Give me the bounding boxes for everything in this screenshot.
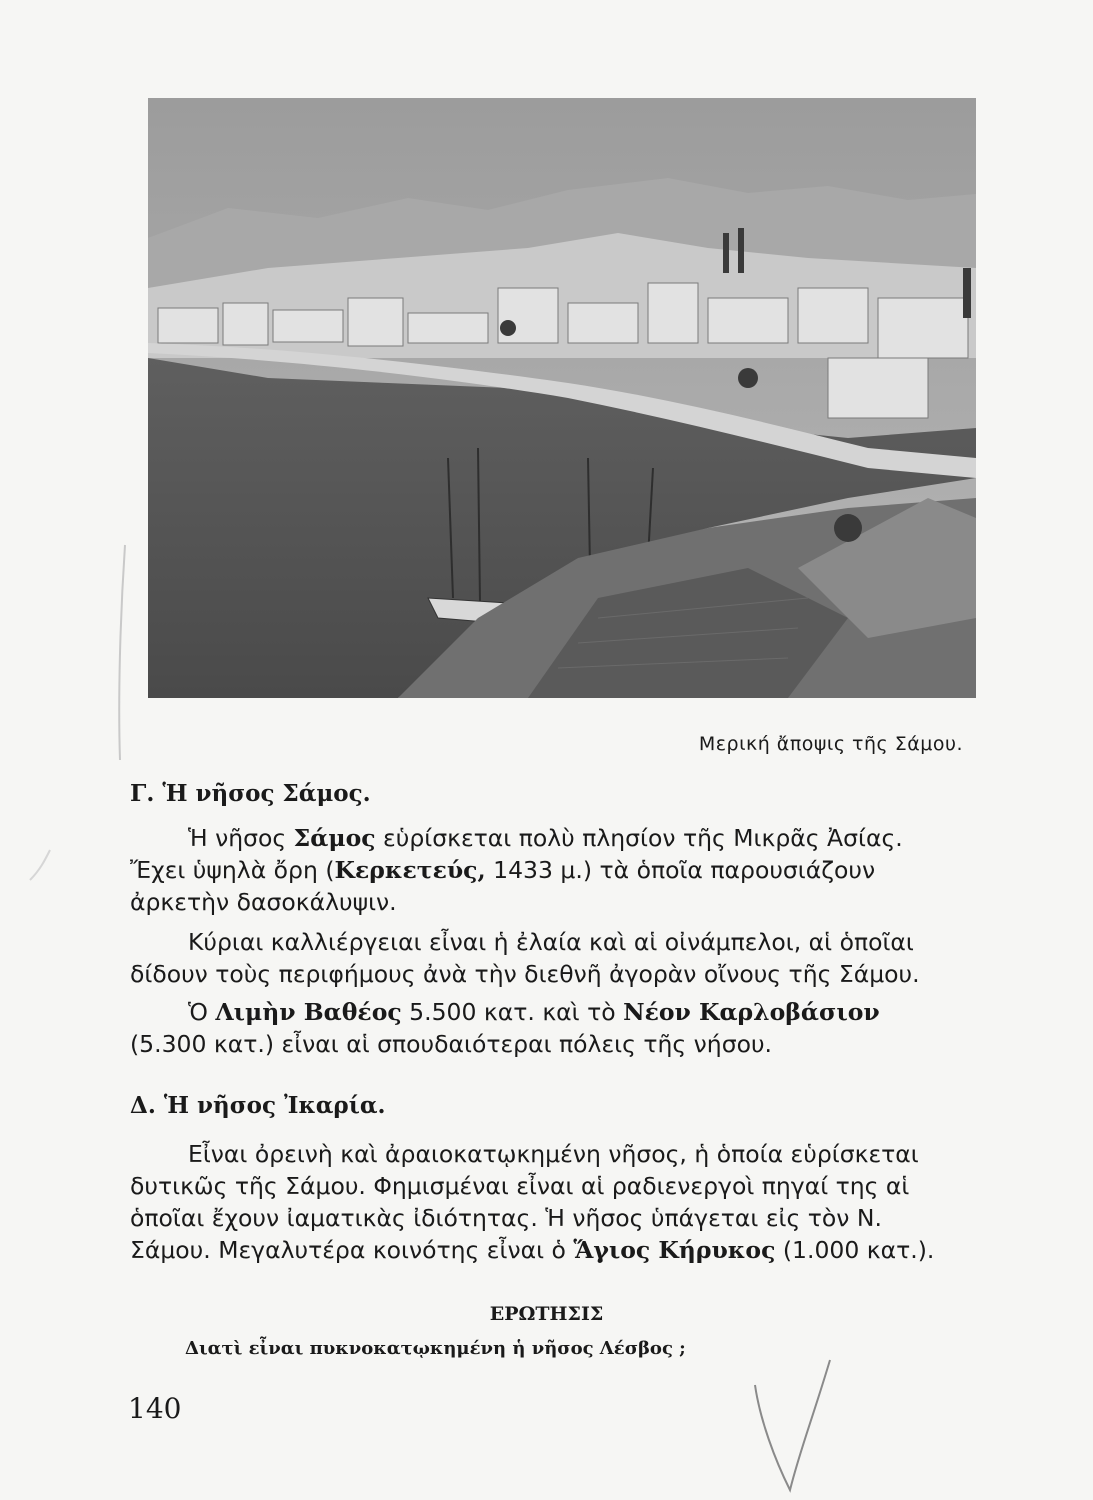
harbor-photo — [148, 98, 976, 698]
paragraph-samos-cities: Ὁ Λιμὴν Βαθέος 5.500 κατ. καὶ τὸ Νέον Καρλοβάσιον (5.300 κατ.) εἶναι αἱ σπουδαιότεραι πόλεις τῆς νήσου. — [130, 998, 880, 1058]
paragraph-samos-agriculture: Κύριαι καλλιέργειαι εἶναι ἡ ἐλαία καὶ αἱ οἰνάμπελοι, αἱ ὁποῖαι δίδουν τοὺς περιφήμους ἀνὰ τὴν διεθνῆ ἀγορὰν οἴνους τῆς Σάμου. — [130, 928, 920, 988]
heading-samos: Γ. Ἡ νῆσος Σάμος. — [130, 780, 371, 807]
page-number: 140 — [128, 1392, 182, 1425]
paragraph-ikaria: Εἶναι ὀρεινὴ καὶ ἀραιοκατῳκημένη νῆσος, ἡ ὁποία εὑρίσκεται δυτικῶς τῆς Σάμου. Φημισμέναι εἶναι αἱ ραδιενεργοὶ πηγαί της αἱ ὁποῖαι ἔχουν ἰαματικὰς ἰδιότητας. Ἡ νῆσος ὑπάγεται εἰς τὸν Ν. Σάμου. Μεγαλυτέρα κοινότης εἶναι ὁ Ἅγιος Κήρυκος (1.000 κατ.). — [130, 1140, 935, 1264]
paragraph-samos-geography: Ἡ νῆσος Σάμος εὑρίσκεται πολὺ πλησίον τῆς Μικρᾶς Ἀσίας. Ἔχει ὑψηλὰ ὄρη (Κερκετεύς, 1433 μ.) τὰ ὁποῖα παρουσιάζουν ἀρκετὴν δασοκάλυψιν. — [130, 824, 903, 916]
question-item: Διατὶ εἶναι πυκνοκατῳκημένη ἡ νῆσος Λέσβος ; — [185, 1338, 686, 1359]
samos-harbor-illustration — [148, 98, 976, 698]
heading-ikaria: Δ. Ἡ νῆσος Ἰκαρία. — [130, 1092, 386, 1119]
questions-title: ΕΡΩΤΗΣΙΣ — [489, 1303, 604, 1325]
photo-caption: Μερική ἄποψις τῆς Σάμου. — [698, 733, 963, 755]
